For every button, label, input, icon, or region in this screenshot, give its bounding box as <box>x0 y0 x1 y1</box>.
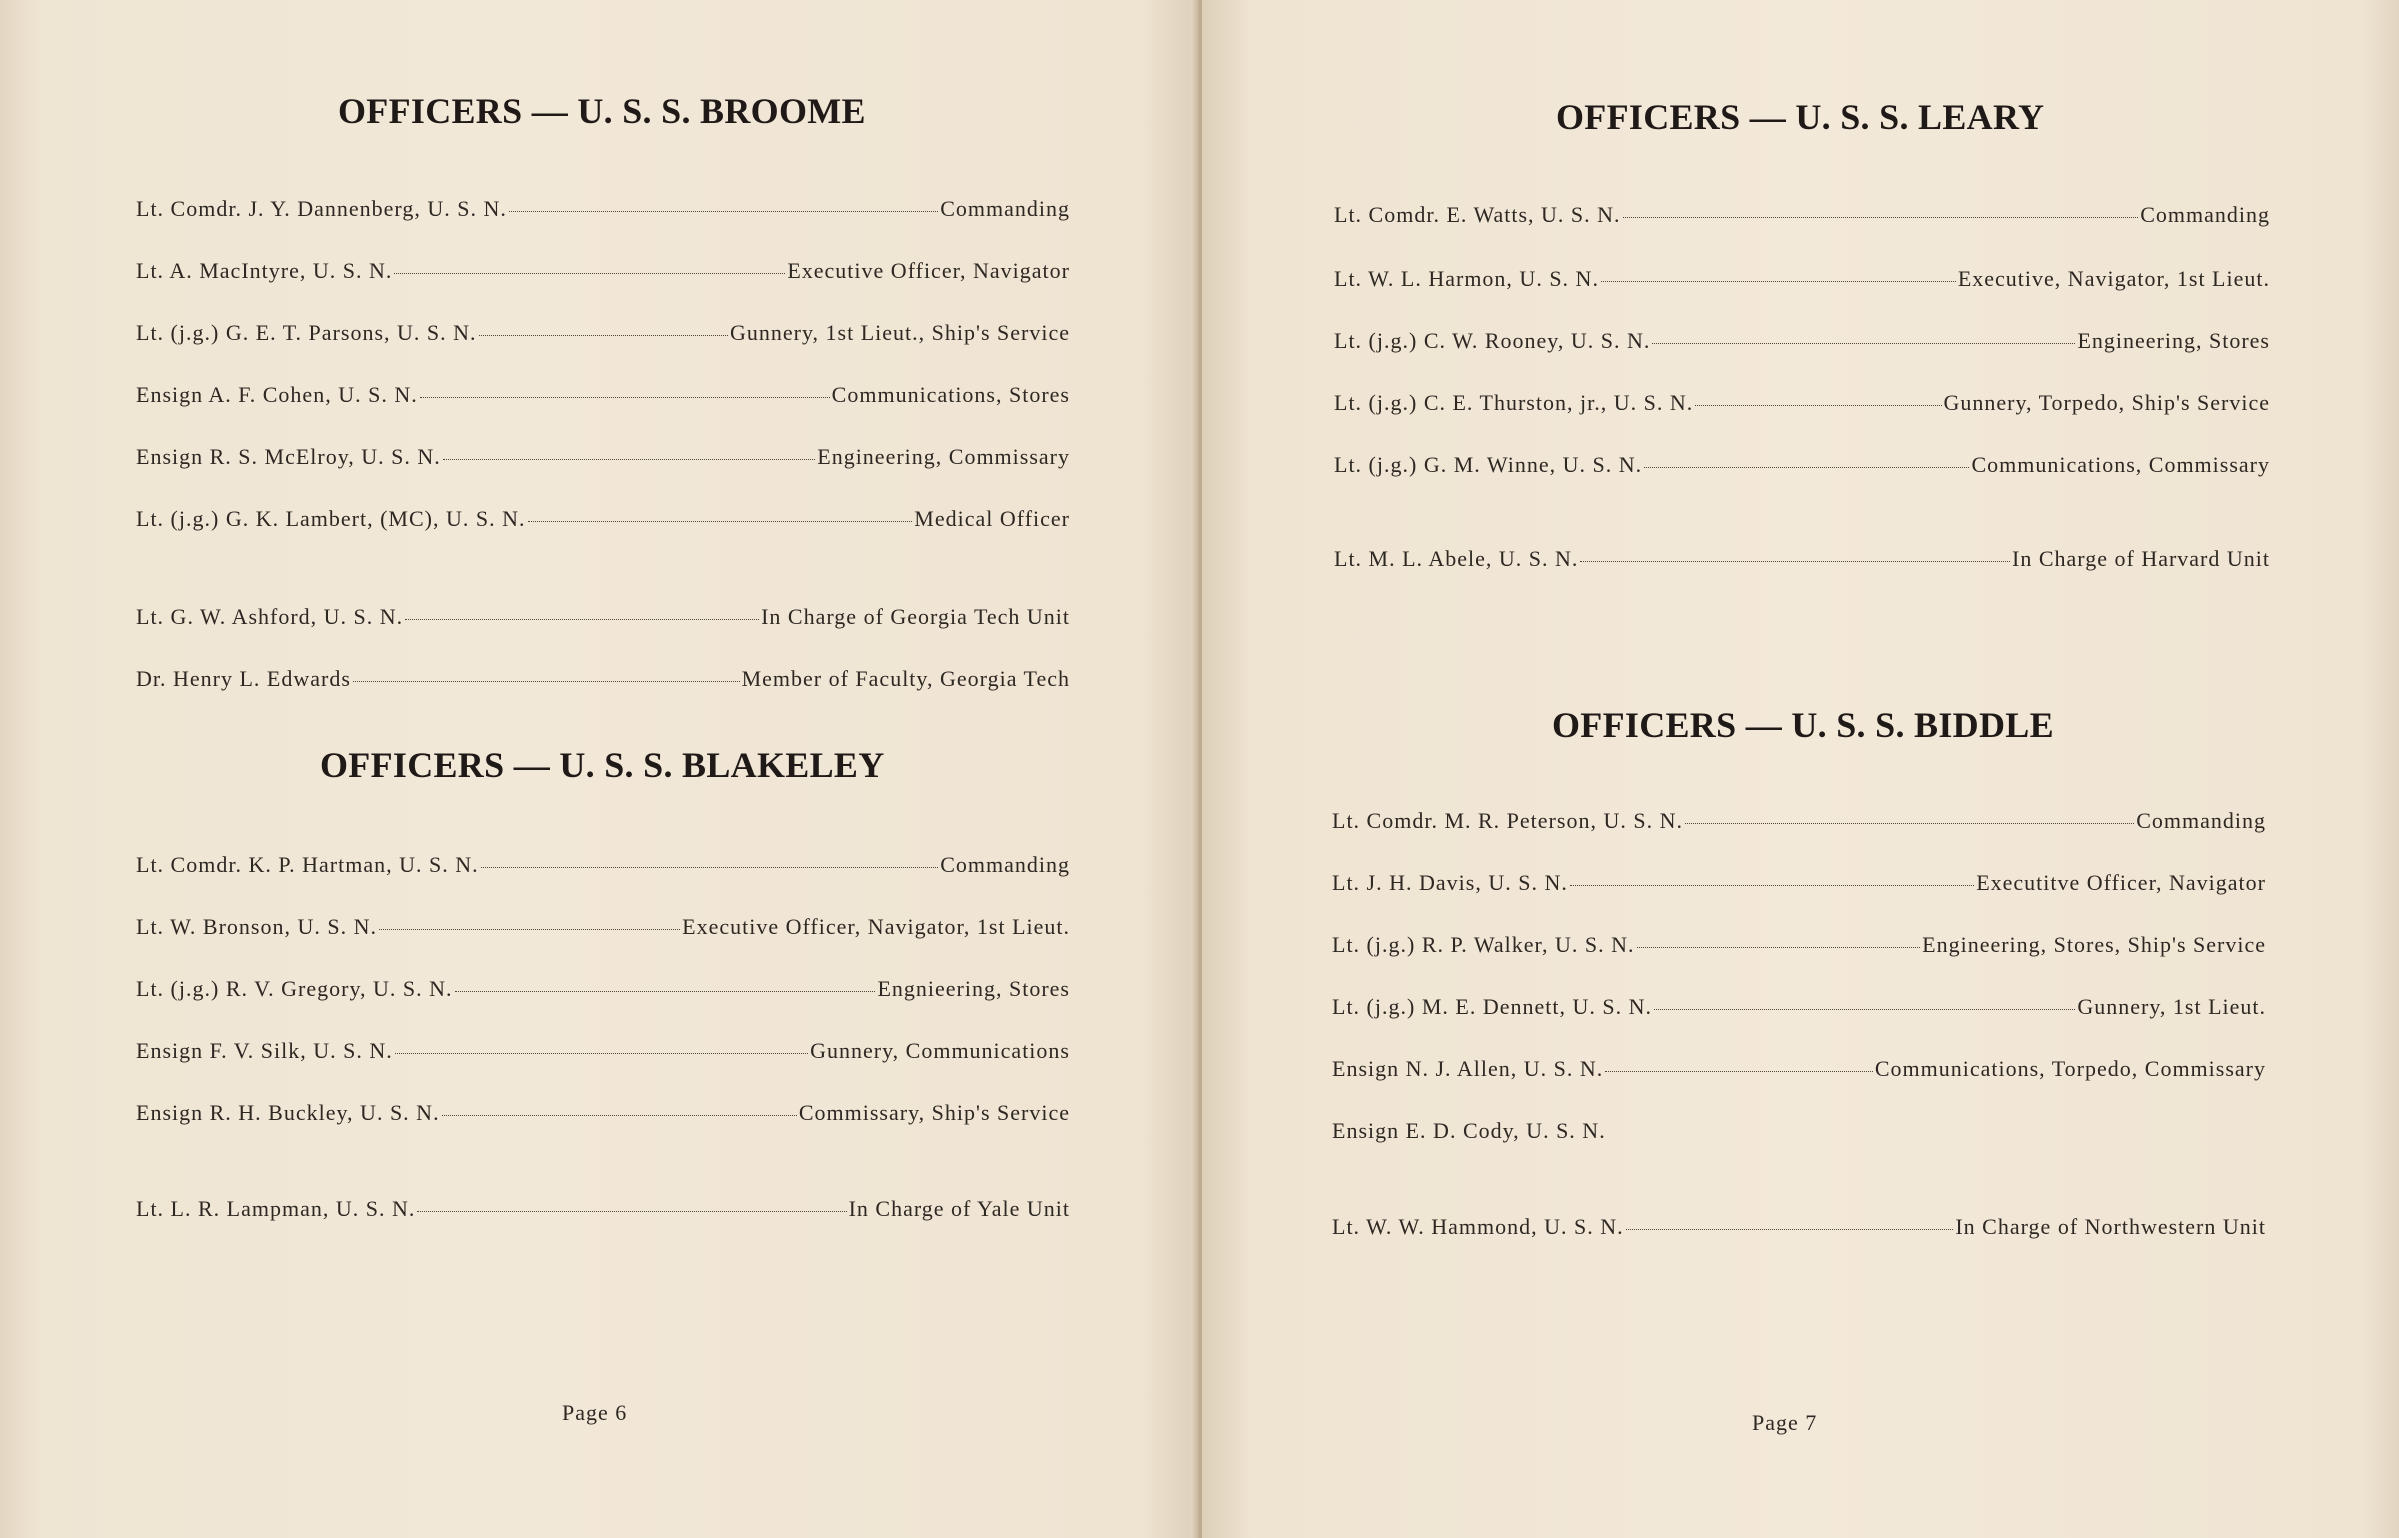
dot-leader <box>481 867 939 868</box>
officer-name: Lt. W. Bronson, U. S. N. <box>136 914 377 939</box>
officer-duty: Executive, Navigator, 1st Lieut. <box>1957 266 2270 291</box>
officer-name: Lt. M. L. Abele, U. S. N. <box>1334 546 1579 571</box>
section-heading-broome: OFFICERS — U. S. S. BROOME <box>338 91 866 131</box>
dot-leader <box>379 929 680 930</box>
section-heading-leary: OFFICERS — U. S. S. LEARY <box>1556 97 2045 137</box>
dot-leader <box>455 991 876 992</box>
officer-name: Ensign N. J. Allen, U. S. N. <box>1332 1056 1604 1081</box>
officer-row <box>1334 328 2270 354</box>
dot-leader <box>1623 217 2139 218</box>
page-number: Page 7 <box>1752 1410 1818 1435</box>
officer-row <box>1332 1118 2266 1144</box>
officer-duty: Commissary, Ship's Service <box>798 1100 1070 1125</box>
officer-name: Lt. Comdr. J. Y. Dannenberg, U. S. N. <box>136 196 507 221</box>
officer-name: Lt. A. MacIntyre, U. S. N. <box>136 258 393 283</box>
officer-row <box>136 976 1070 1002</box>
section-heading-biddle: OFFICERS — U. S. S. BIDDLE <box>1552 705 2054 745</box>
officer-duty: Commanding <box>2140 202 2270 227</box>
officer-row <box>136 666 1070 692</box>
officer-name: Ensign R. H. Buckley, U. S. N. <box>136 1100 440 1125</box>
officer-duty: Commanding <box>940 852 1070 877</box>
officer-name: Ensign R. S. McElroy, U. S. N. <box>136 444 441 469</box>
officer-row <box>136 444 1070 470</box>
officer-name: Lt. (j.g.) G. M. Winne, U. S. N. <box>1334 452 1643 477</box>
officer-duty: Member of Faculty, Georgia Tech <box>741 666 1070 691</box>
officer-duty: Executive Officer, Navigator <box>787 258 1070 283</box>
officer-duty: Engineering, Commissary <box>817 444 1070 469</box>
officer-row <box>1334 390 2270 416</box>
dot-leader <box>395 1053 808 1054</box>
officer-duty: In Charge of Harvard Unit <box>2012 546 2270 571</box>
officer-duty: Executive Officer, Navigator, 1st Lieut. <box>682 914 1070 939</box>
officer-duty: Engineering, Stores, Ship's Service <box>1922 932 2266 957</box>
dot-leader <box>353 681 740 682</box>
officer-duty: Communications, Stores <box>831 382 1070 407</box>
dot-leader <box>1580 561 2010 562</box>
officer-row <box>1334 266 2270 292</box>
officer-row <box>1334 202 2270 228</box>
officer-duty: Gunnery, Torpedo, Ship's Service <box>1943 390 2270 415</box>
dot-leader <box>1644 467 1969 468</box>
officer-name: Lt. W. W. Hammond, U. S. N. <box>1332 1214 1624 1239</box>
officer-name: Dr. Henry L. Edwards <box>136 666 351 691</box>
officer-row <box>1332 932 2266 958</box>
dot-leader <box>1626 1229 1954 1230</box>
officer-duty: Commanding <box>940 196 1070 221</box>
officer-row <box>136 320 1070 346</box>
page-number: Page 6 <box>562 1400 628 1425</box>
dot-leader <box>479 335 728 336</box>
dot-leader <box>405 619 759 620</box>
officer-duty: Commanding <box>2136 808 2266 833</box>
officer-row <box>136 1038 1070 1064</box>
officer-duty: Gunnery, 1st Lieut., Ship's Service <box>730 320 1070 345</box>
officer-row <box>136 604 1070 630</box>
officer-duty: Communications, Torpedo, Commissary <box>1874 1056 2266 1081</box>
officer-row <box>136 506 1070 532</box>
officer-name: Lt. J. H. Davis, U. S. N. <box>1332 870 1568 895</box>
officer-name: Lt. Comdr. E. Watts, U. S. N. <box>1334 202 1621 227</box>
officer-row <box>136 852 1070 878</box>
officer-name: Ensign F. V. Silk, U. S. N. <box>136 1038 393 1063</box>
officer-row <box>136 914 1070 940</box>
officer-row <box>1332 808 2266 834</box>
officer-name: Lt. L. R. Lampman, U. S. N. <box>136 1196 416 1221</box>
officer-name: Lt. (j.g.) G. K. Lambert, (MC), U. S. N. <box>136 506 526 531</box>
officer-duty: In Charge of Yale Unit <box>848 1196 1070 1221</box>
officer-name: Lt. W. L. Harmon, U. S. N. <box>1334 266 1599 291</box>
officer-duty: Engineering, Stores <box>2077 328 2270 353</box>
dot-leader <box>509 211 938 212</box>
officer-row <box>136 196 1070 222</box>
dot-leader <box>1652 343 2075 344</box>
dot-leader <box>394 273 785 274</box>
dot-leader <box>1570 885 1974 886</box>
right-page <box>1202 0 2399 1538</box>
officer-duty: Gunnery, Communications <box>810 1038 1070 1063</box>
dot-leader <box>1637 947 1921 948</box>
officer-name: Ensign A. F. Cohen, U. S. N. <box>136 382 418 407</box>
officer-name: Lt. (j.g.) M. E. Dennett, U. S. N. <box>1332 994 1652 1019</box>
officer-name: Lt. (j.g.) C. E. Thurston, jr., U. S. N. <box>1334 390 1694 415</box>
officer-duty: Communications, Commissary <box>1971 452 2270 477</box>
officer-row <box>136 1196 1070 1222</box>
officer-row <box>1332 1056 2266 1082</box>
dot-leader <box>528 521 913 522</box>
officer-row <box>1332 870 2266 896</box>
officer-row <box>1332 1214 2266 1240</box>
officer-duty: Executitve Officer, Navigator <box>1976 870 2266 895</box>
dot-leader <box>442 1115 797 1116</box>
dot-leader <box>443 459 815 460</box>
officer-name: Lt. Comdr. M. R. Peterson, U. S. N. <box>1332 808 1683 833</box>
officer-name: Lt. G. W. Ashford, U. S. N. <box>136 604 404 629</box>
officer-name: Lt. Comdr. K. P. Hartman, U. S. N. <box>136 852 479 877</box>
officer-name: Lt. (j.g.) G. E. T. Parsons, U. S. N. <box>136 320 477 345</box>
officer-row <box>136 382 1070 408</box>
officer-name: Ensign E. D. Cody, U. S. N. <box>1332 1118 1606 1143</box>
officer-row <box>1332 994 2266 1020</box>
dot-leader <box>1685 823 2134 824</box>
dot-leader <box>1654 1009 2075 1010</box>
officer-row <box>136 1100 1070 1126</box>
dot-leader <box>417 1211 846 1212</box>
dot-leader <box>420 397 830 398</box>
officer-row <box>1334 546 2270 572</box>
officer-duty: In Charge of Georgia Tech Unit <box>761 604 1070 629</box>
officer-row <box>136 258 1070 284</box>
officer-duty: In Charge of Northwestern Unit <box>1955 1214 2266 1239</box>
left-page <box>0 0 1196 1538</box>
dot-leader <box>1695 405 1941 406</box>
dot-leader <box>1601 281 1956 282</box>
officer-duty: Engnieering, Stores <box>877 976 1070 1001</box>
section-heading-blakeley: OFFICERS — U. S. S. BLAKELEY <box>320 745 885 785</box>
officer-row <box>1334 452 2270 478</box>
dot-leader <box>1605 1071 1873 1072</box>
officer-name: Lt. (j.g.) R. P. Walker, U. S. N. <box>1332 932 1635 957</box>
officer-duty: Gunnery, 1st Lieut. <box>2077 994 2266 1019</box>
officer-name: Lt. (j.g.) C. W. Rooney, U. S. N. <box>1334 328 1651 353</box>
officer-duty: Medical Officer <box>914 506 1070 531</box>
officer-name: Lt. (j.g.) R. V. Gregory, U. S. N. <box>136 976 453 1001</box>
